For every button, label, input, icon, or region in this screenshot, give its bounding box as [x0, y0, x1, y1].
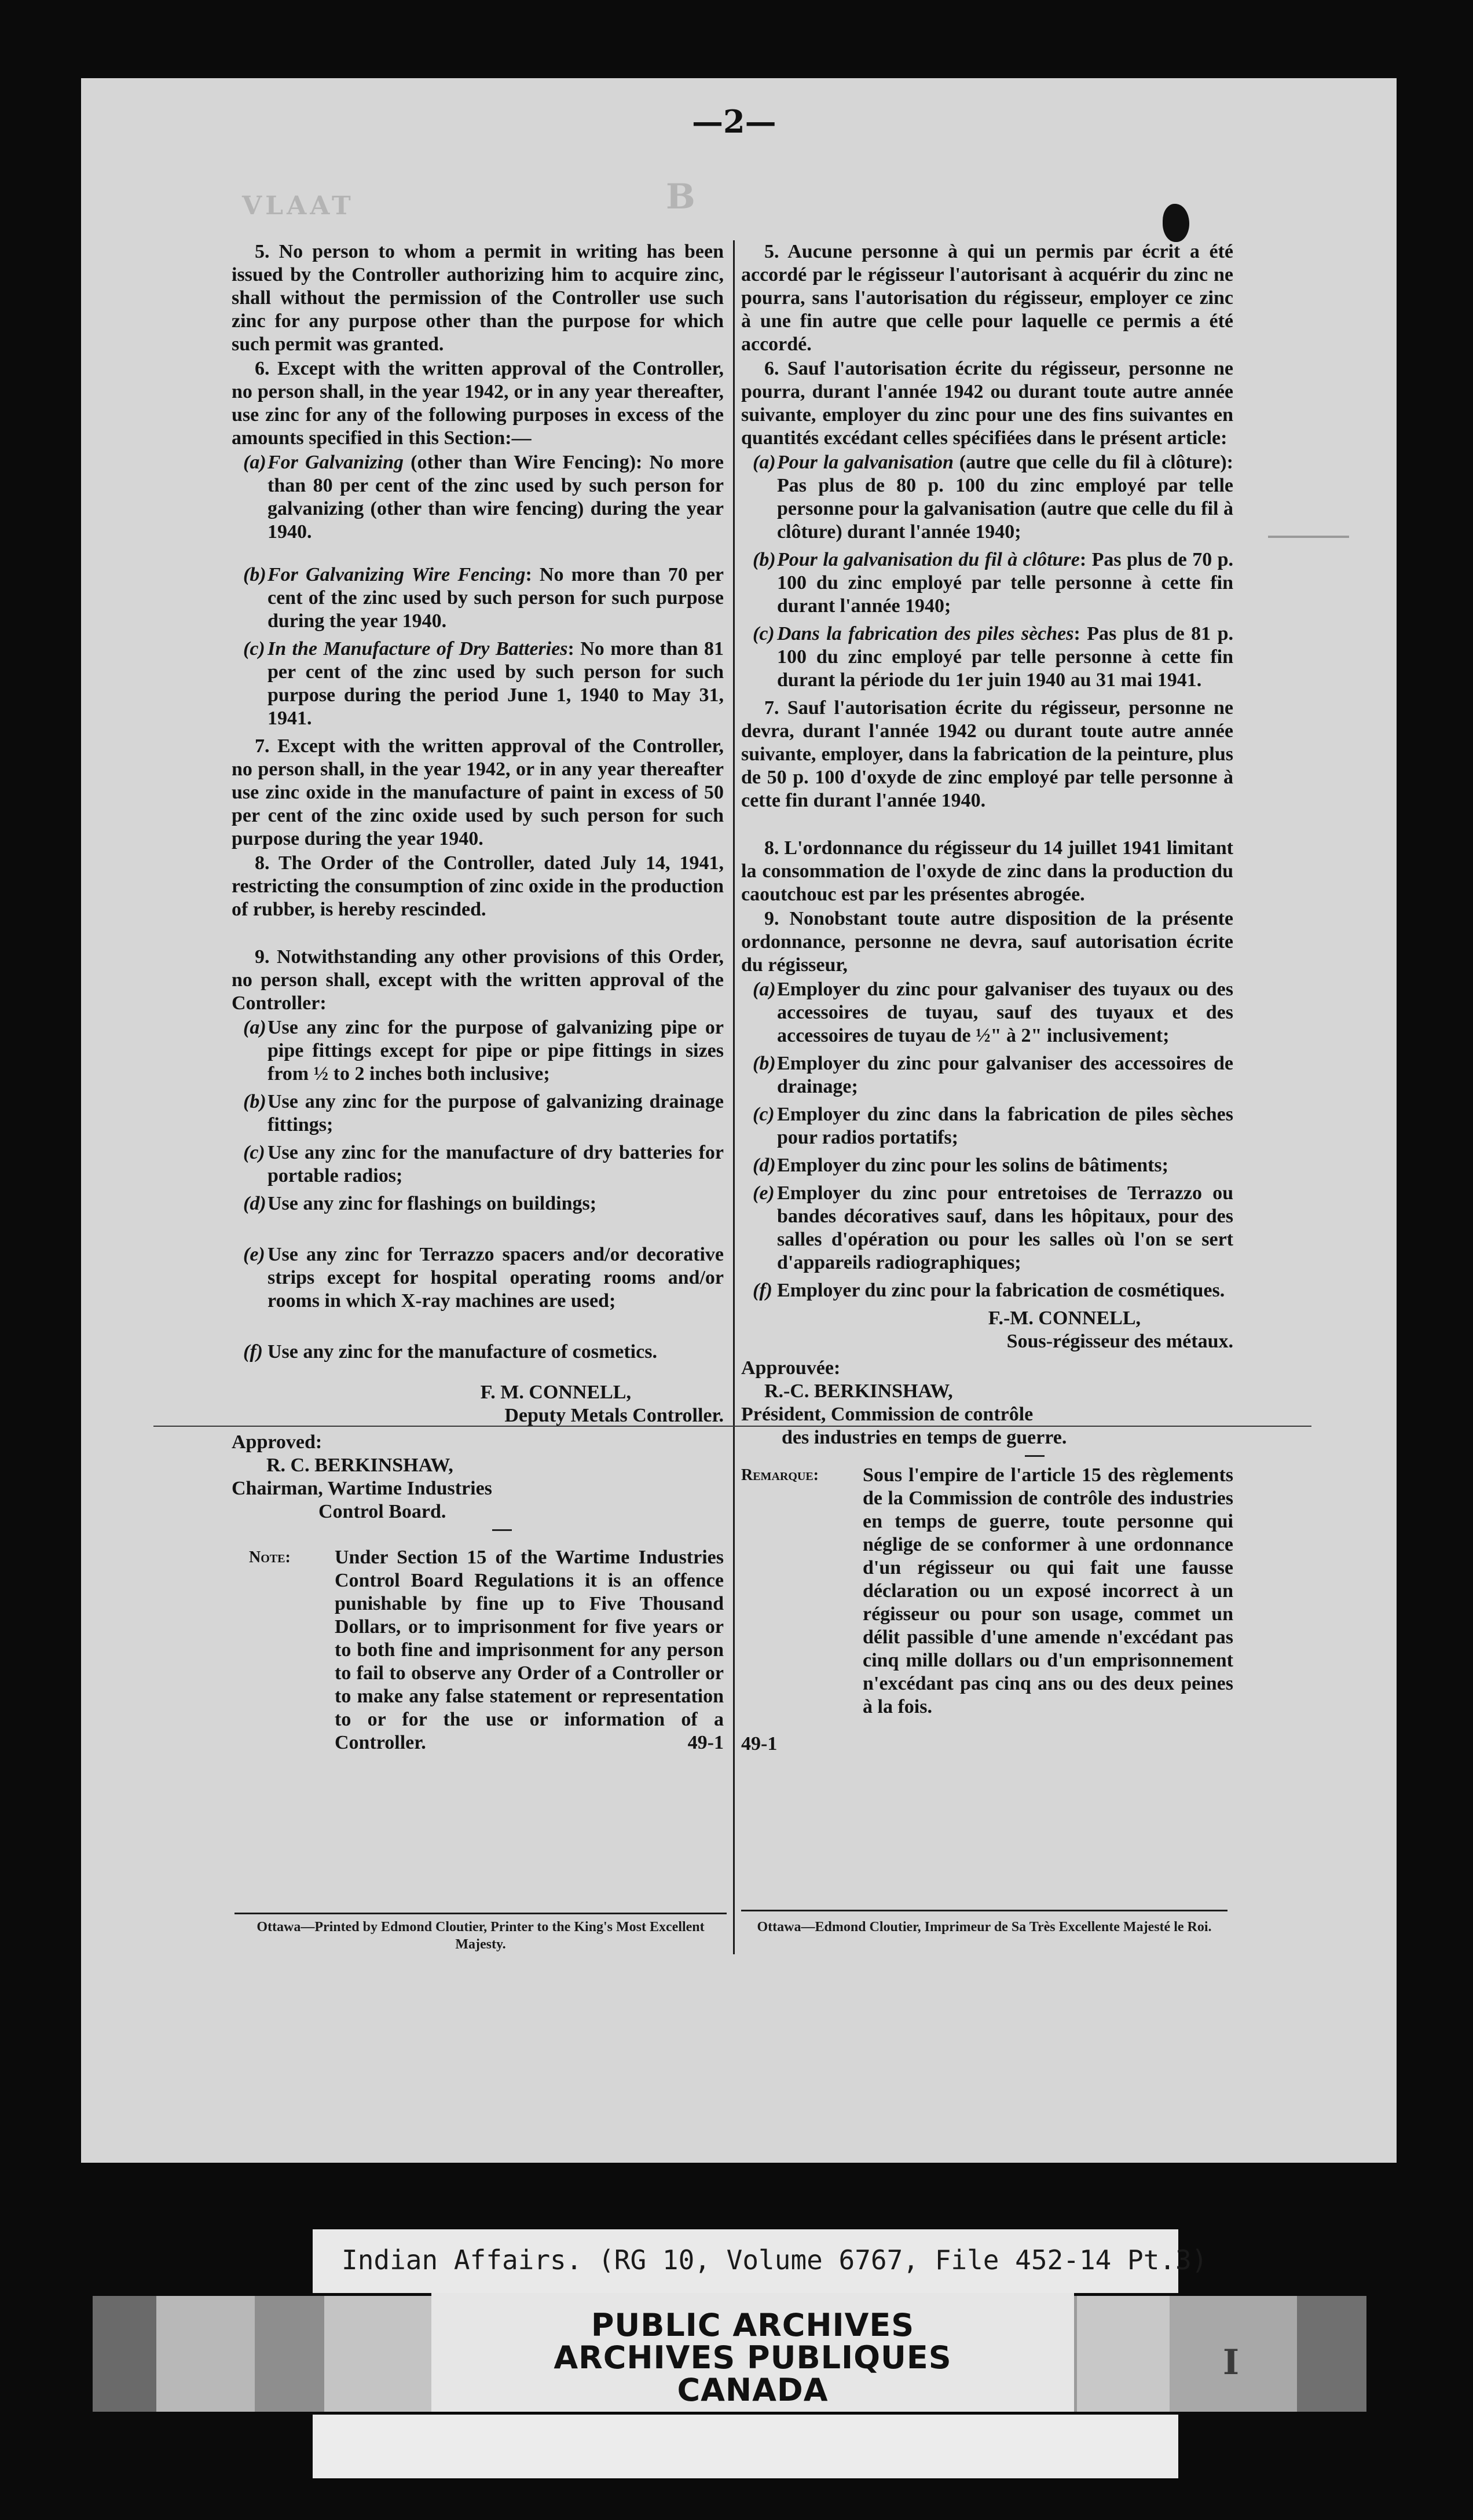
en-6a-label: (a) [243, 452, 266, 473]
fr-signer-title: Sous-régisseur des métaux. [1006, 1331, 1233, 1352]
en-section-6: 6. Except with the written approval of the Controller, no person shall, in the year 1942, or in any year thereafter, use zinc for any of the following purposes in excess of the amounts specified in this Section:— [232, 358, 724, 449]
fr-note [741, 1464, 1233, 1719]
en-9a-text: Use any zinc for the purpose of galvanizing pipe or pipe fittings except for pipe or pipe fittings in sizes from ½ to 2 inches both inclusive; [268, 1017, 724, 1085]
en-9a-label: (a) [243, 1017, 266, 1038]
fr-6c-title: Dans la fabrication des piles sèches [777, 623, 1074, 644]
en-9e-label: (e) [243, 1244, 265, 1265]
fr-approver-name: R.-C. BERKINSHAW, [764, 1380, 953, 1402]
en-6b-title: For Galvanizing Wire Fencing [268, 564, 526, 585]
footer-printer-en: Ottawa—Printed by Edmond Cloutier, Printer to the King's Most Excellent Majesty. [257, 1920, 705, 1952]
en-approver-title-2: Control Board. [318, 1501, 446, 1522]
en-9d-label: (d) [243, 1193, 266, 1214]
en-6b-text: : No more than 70 per cent of the zinc used by such person for such purpose during the year 1940. [268, 564, 724, 632]
fr-approver-title-2: des industries en temps de guerre. [782, 1427, 1067, 1448]
archive-stamp-line-1: PUBLIC ARCHIVES [591, 2307, 915, 2343]
en-6a-text: (other than Wire Fencing): No more than 80 per cent of the zinc used by such person for galvanizing (other than wire fencing) during the year 1940. [268, 452, 724, 543]
en-approver-title-1: Chairman, Wartime Industries [232, 1478, 492, 1499]
en-9f-text: Use any zinc for the manufacture of cosmetics. [268, 1341, 657, 1362]
ink-blot [1163, 204, 1189, 242]
strip-segment [324, 2296, 431, 2412]
en-6c-text: : No more than 81 per cent of the zinc used by such person for such purpose during the period June 1, 1940 to May 31, 1941. [268, 638, 724, 729]
en-9e-text: Use any zinc for Terrazzo spacers and/or decorative strips except for hospital operating rooms and/or rooms in which X-ray machines are used; [268, 1244, 724, 1312]
en-9c-label: (c) [243, 1142, 265, 1163]
fr-6b-label: (b) [753, 549, 776, 570]
en-9b-text: Use any zinc for the purpose of galvanizing drainage fittings; [268, 1091, 724, 1136]
fr-section-9: 9. Nonobstant toute autre disposition de la présente ordonnance, personne ne devra, sauf autorisation écrite du régisseur, [741, 908, 1233, 976]
en-6c-title: In the Manufacture of Dry Batteries [268, 638, 568, 660]
fr-9b [741, 1052, 1233, 1098]
fr-6a [741, 451, 1233, 544]
fr-approver-title-1: Président, Commission de contrôle [741, 1404, 1034, 1425]
strip-segment [93, 2296, 156, 2412]
fr-note-label: Remarque: [741, 1466, 819, 1484]
footer-rule-left [234, 1913, 727, 1914]
fr-9a-text: Employer du zinc pour galvaniser des tuyaux ou des accessoires de tuyau, sauf des tuyaux et des accessoires de tuyau de ½" à 2" inclusivement; [777, 979, 1233, 1046]
en-note-text: Under Section 15 of the Wartime Industries Control Board Regulations it is an offence punishable by fine up to Five Thousand Dollars, or to imprisonment for five years or to both fine and imprisonment for any person to fail to observe any Order of a Controller or to make any false statement or representation to or for the use or information of a Controller. [335, 1547, 724, 1753]
fr-9d-text: Employer du zinc pour les solins de bâtiments; [777, 1155, 1168, 1176]
en-dash [492, 1529, 512, 1531]
fr-doc-code: 49-1 [741, 1733, 778, 1755]
en-6b [232, 563, 724, 633]
fr-9d-label: (d) [753, 1155, 776, 1176]
fr-section-5: 5. Aucune personne à qui un permis par écrit a été accordé par le régisseur l'autorisant à acquérir du zinc ne pourra, sans l'autorisation du régisseur, employer ce zinc à une fin autre que celle pour laquelle ce permis a été accordé. [741, 241, 1233, 355]
fr-6a-label: (a) [753, 452, 776, 473]
margin-mark [1268, 536, 1349, 538]
footer-rule-right [741, 1910, 1228, 1911]
en-approver-name: R. C. BERKINSHAW, [266, 1455, 453, 1476]
en-9b [232, 1090, 724, 1137]
en-9c [232, 1141, 724, 1188]
fr-6a-text: (autre que celle du fil à clôture): Pas plus de 80 p. 100 du zinc employé par telle personne pour la galvanisation (autre que celle du fil à clôture) durant l'année 1940; [777, 452, 1233, 543]
en-6b-label: (b) [243, 564, 266, 585]
fr-9a-label: (a) [753, 979, 776, 1000]
fr-9e-label: (e) [753, 1182, 775, 1204]
fr-approved-label: Approuvée: [741, 1357, 841, 1379]
en-9f [232, 1340, 724, 1364]
page-number: —2— [692, 103, 776, 140]
archive-reference-label: Indian Affairs. (RG 10, Volume 6767, File 452-14 Pt.3) [342, 2244, 1208, 2276]
fr-6b-text: : Pas plus de 70 p. 100 du zinc employé par telle personne à cette fin durant l'année 1940; [777, 549, 1234, 617]
footer-printer-fr: Ottawa—Edmond Cloutier, Imprimeur de Sa Très Excellente Majesté le Roi. [757, 1920, 1212, 1935]
en-6a [232, 451, 724, 544]
en-6c [232, 638, 724, 730]
en-9c-text: Use any zinc for the manufacture of dry batteries for portable radios; [268, 1142, 724, 1186]
en-section-8: 8. The Order of the Controller, dated July 14, 1941, restricting the consumption of zinc oxide in the production of rubber, is hereby rescinded. [232, 852, 724, 920]
en-6a-title: For Galvanizing [268, 452, 404, 473]
archive-bottom-box [313, 2415, 1178, 2478]
strip-marker: I [1223, 2342, 1240, 2383]
fr-9c-text: Employer du zinc dans la fabrication de piles sèches pour radios portatifs; [777, 1104, 1233, 1148]
archive-stamp [431, 2309, 1074, 2407]
fr-6b [741, 548, 1233, 618]
fr-6c-text: : Pas plus de 81 p. 100 du zinc employé par telle personne à cette fin durant la période du 1er juin 1940 au 31 mai 1941. [777, 623, 1234, 691]
en-9e [232, 1243, 724, 1313]
fr-dash [1025, 1455, 1045, 1457]
en-section-7: 7. Except with the written approval of the Controller, no person shall, in the year 1942, or in any year thereafter use zinc oxide in the manufacture of paint in excess of 50 per cent of the zinc oxide used by such person for such purpose during the year 1940. [232, 735, 724, 849]
fr-9b-text: Employer du zinc pour galvaniser des accessoires de drainage; [777, 1053, 1233, 1097]
en-note-label: Note: [249, 1548, 291, 1566]
fr-9e [741, 1182, 1233, 1274]
strip-segment [255, 2296, 324, 2412]
en-section-9: 9. Notwithstanding any other provisions of this Order, no person shall, except with the written approval of the Controller: [232, 946, 724, 1014]
column-divider [733, 240, 735, 1954]
french-column [741, 240, 1233, 1756]
fr-9b-label: (b) [753, 1053, 776, 1074]
en-note [232, 1546, 724, 1755]
en-signer-name: F. M. CONNELL, [480, 1382, 631, 1403]
fr-9f-label: (f) [753, 1280, 772, 1301]
fr-9d [741, 1154, 1233, 1177]
strip-segment [1297, 2296, 1366, 2412]
fr-9e-text: Employer du zinc pour entretoises de Terrazzo ou bandes décoratives sauf, dans les hôpitaux, pour des salles d'opération ou pour les salles où l'on se sert d'appareils radiographiques; [777, 1182, 1233, 1273]
fr-section-6: 6. Sauf l'autorisation écrite du régisseur, personne ne pourra, durant l'année 1942 ou durant toute autre année suivante, employer du zinc pour une des fins suivantes en quantités excédant celles spécifiées dans le présent article: [741, 358, 1233, 449]
fr-section-8: 8. L'ordonnance du régisseur du 14 juillet 1941 limitant la consommation de l'oxyde de zinc dans la production du caoutchouc est par les présentes abrogée. [741, 837, 1233, 905]
fr-9c-label: (c) [753, 1104, 775, 1125]
en-section-5: 5. No person to whom a permit in writing has been issued by the Controller authorizing him to acquire zinc, shall without the permission of the Controller use such zinc for any purpose other than the purpose for which such permit was granted. [232, 241, 724, 355]
en-approved-label: Approved: [232, 1431, 323, 1453]
fr-note-text: Sous l'empire de l'article 15 des règlements de la Commission de contrôle des industries en temps de guerre, toute personne qui néglige de se conformer à une ordonnance d'un régisseur ou qui fait une fausse déclaration ou un exposé incorrect à un régisseur ou pour son usage, commet un délit passible d'une amende n'excédant pas cinq mille dollars ou d'un emprisonnement n'excédant pas cinq ans ou des deux peines à la fois. [863, 1464, 1233, 1717]
archive-stamp-line-3: CANADA [677, 2372, 829, 2408]
fr-9a [741, 978, 1233, 1047]
fr-6c [741, 622, 1233, 692]
fr-9f-text: Employer du zinc pour la fabrication de cosmétiques. [777, 1280, 1225, 1301]
english-column [232, 240, 724, 1755]
archive-stamp-line-2: ARCHIVES PUBLIQUES [554, 2339, 952, 2376]
faint-stamp-left: VLAAT [242, 191, 354, 221]
fr-signer-name: F.-M. CONNELL, [988, 1307, 1141, 1329]
en-9d-text: Use any zinc for flashings on buildings; [268, 1193, 597, 1214]
en-9f-label: (f) [243, 1341, 263, 1362]
strip-segment [1077, 2296, 1170, 2412]
en-doc-code: 49-1 [687, 1732, 724, 1753]
fr-6b-title: Pour la galvanisation du fil à clôture [777, 549, 1080, 570]
en-9a [232, 1016, 724, 1086]
en-9b-label: (b) [243, 1091, 266, 1112]
fr-9f [741, 1279, 1233, 1302]
fr-section-7: 7. Sauf l'autorisation écrite du régisseur, personne ne devra, durant l'année 1942 ou durant toute autre année suivante, employer, dans la fabrication de la peinture, plus de 50 p. 100 d'oxyde de zinc employé par telle personne à cette fin durant l'année 1940. [741, 697, 1233, 811]
en-6c-label: (c) [243, 638, 265, 660]
fr-6a-title: Pour la galvanisation [777, 452, 954, 473]
strip-segment [156, 2296, 255, 2412]
faint-stamp-center: B [666, 177, 698, 217]
fr-9c [741, 1103, 1233, 1149]
fr-6c-label: (c) [753, 623, 775, 644]
en-signer-title: Deputy Metals Controller. [504, 1405, 724, 1426]
en-9d [232, 1192, 724, 1215]
